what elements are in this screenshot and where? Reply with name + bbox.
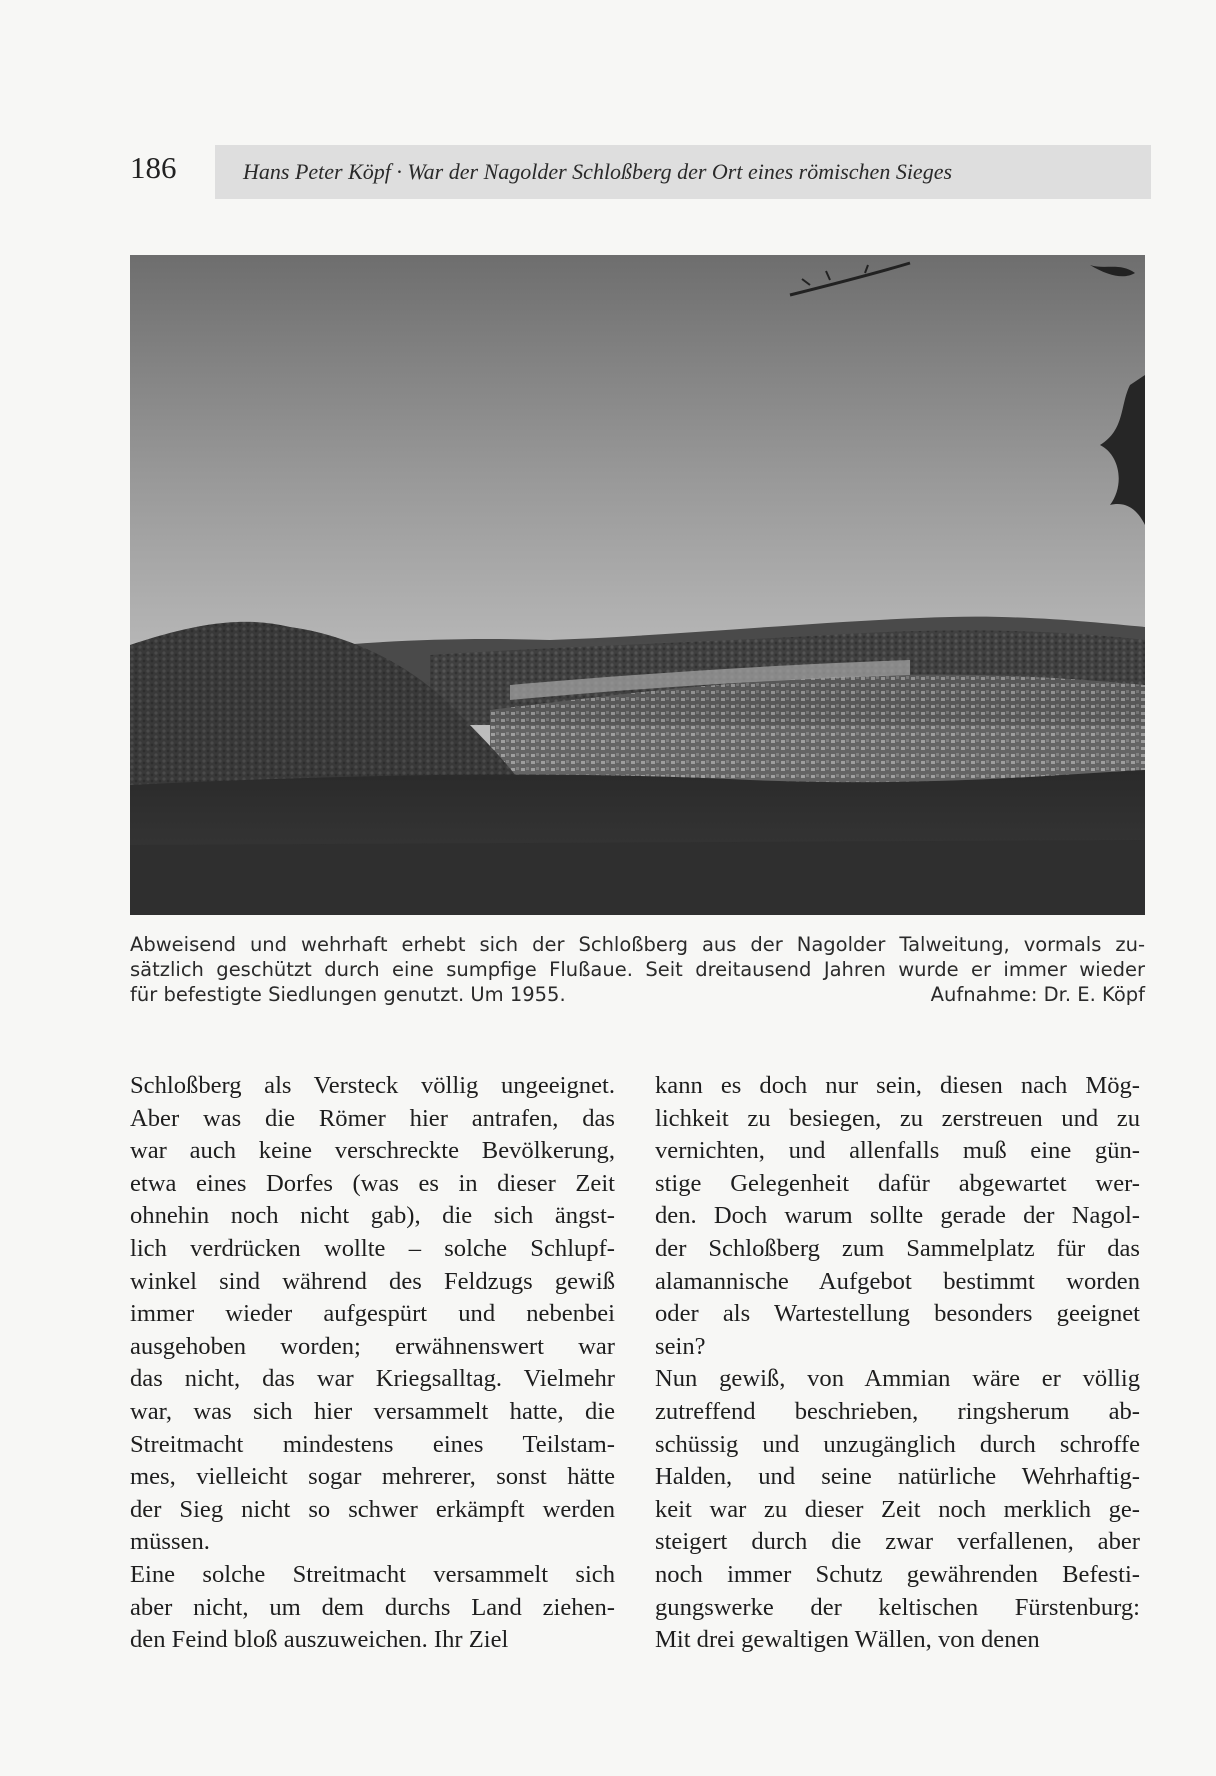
text-line: steigert durch die zwar verfallenen, aber [655, 1528, 1140, 1556]
text-line: Streitmacht mindestens eines Teilstam- [130, 1430, 615, 1458]
text-line: zutreffend beschrieben, ringsherum ab- [655, 1397, 1140, 1425]
running-header: Hans Peter Köpf · War der Nagolder Schloßberg der Ort eines römischen Sieges [215, 145, 1151, 199]
text-line: der Sieg nicht so schwer erkämpft werden [130, 1495, 615, 1523]
text-line: Halden, und seine natürliche Wehrhaftig- [655, 1463, 1140, 1491]
text-line: ausgehoben worden; erwähnenswert war [130, 1332, 615, 1360]
text-line: ohnehin noch nicht gab), die sich ängst- [130, 1202, 615, 1230]
text-line: mes, vielleicht sogar mehrerer, sonst hätte [130, 1463, 615, 1491]
landscape-photo [130, 255, 1145, 915]
page-number: 186 [130, 150, 177, 185]
caption-line-with-credit [130, 982, 1145, 1007]
text-line: der Schloßberg zum Sammelplatz für das [655, 1234, 1140, 1262]
text-line: den. Doch warum sollte gerade der Nagol- [655, 1202, 1140, 1230]
text-column-left [130, 1070, 615, 1657]
text-line: Mit drei gewaltigen Wällen, von denen [655, 1626, 1040, 1654]
text-line: alamannische Aufgebot bestimmt worden [655, 1267, 1140, 1295]
text-column-right [655, 1070, 1140, 1657]
caption-line: für befestigte Siedlungen genutzt. Um 1955. [130, 983, 566, 1006]
text-line: war auch keine verschreckte Bevölkerung, [130, 1137, 615, 1165]
text-line: das nicht, das war Kriegsalltag. Vielmehr [130, 1365, 615, 1393]
text-line: den Feind bloß auszuweichen. Ihr Ziel [130, 1626, 509, 1654]
text-line: lichkeit zu besiegen, zu zerstreuen und zu [655, 1104, 1140, 1132]
text-line: sein? [655, 1332, 706, 1360]
text-line: oder als Wartestellung besonders geeignet [655, 1300, 1140, 1328]
photo-credit: Aufnahme: Dr. E. Köpf [930, 983, 1145, 1006]
text-line: vernichten, und allenfalls muß eine gün- [655, 1137, 1140, 1165]
text-line: stige Gelegenheit dafür abgewartet wer- [655, 1169, 1140, 1197]
text-line: lich verdrücken wollte – solche Schlupf- [130, 1234, 615, 1262]
text-line: winkel sind während des Feldzugs gewiß [130, 1267, 615, 1295]
text-line: war, was sich hier versammelt hatte, die [130, 1397, 615, 1425]
text-line: schüssig und unzugänglich durch schroffe [655, 1430, 1140, 1458]
text-line: müssen. [130, 1528, 210, 1556]
caption-line: sätzlich geschützt durch eine sumpfige Flußaue. Seit dreitausend Jahren wurde er immer wieder [130, 958, 1145, 981]
text-line: aber nicht, um dem durchs Land ziehen- [130, 1593, 615, 1621]
text-line: Nun gewiß, von Ammian wäre er völlig [655, 1365, 1140, 1393]
text-line: etwa eines Dorfes (was es in dieser Zeit [130, 1169, 615, 1197]
caption-line: Abweisend und wehrhaft erhebt sich der Schloßberg aus der Nagolder Talweitung, vormals zu- [130, 933, 1145, 956]
text-line: Schloßberg als Versteck völlig ungeeignet. [130, 1072, 615, 1099]
text-line: gungswerke der keltischen Fürstenburg: [655, 1593, 1140, 1621]
text-line: kann es doch nur sein, diesen nach Mög- [655, 1072, 1140, 1099]
photo-caption [130, 932, 1145, 1007]
text-line: Eine solche Streitmacht versammelt sich [130, 1560, 615, 1588]
text-line: immer wieder aufgespürt und nebenbei [130, 1300, 615, 1328]
text-line: keit war zu dieser Zeit noch merklich ge- [655, 1495, 1140, 1523]
text-line: Aber was die Römer hier antrafen, das [130, 1104, 615, 1132]
text-line: noch immer Schutz gewährenden Befesti- [655, 1560, 1140, 1588]
